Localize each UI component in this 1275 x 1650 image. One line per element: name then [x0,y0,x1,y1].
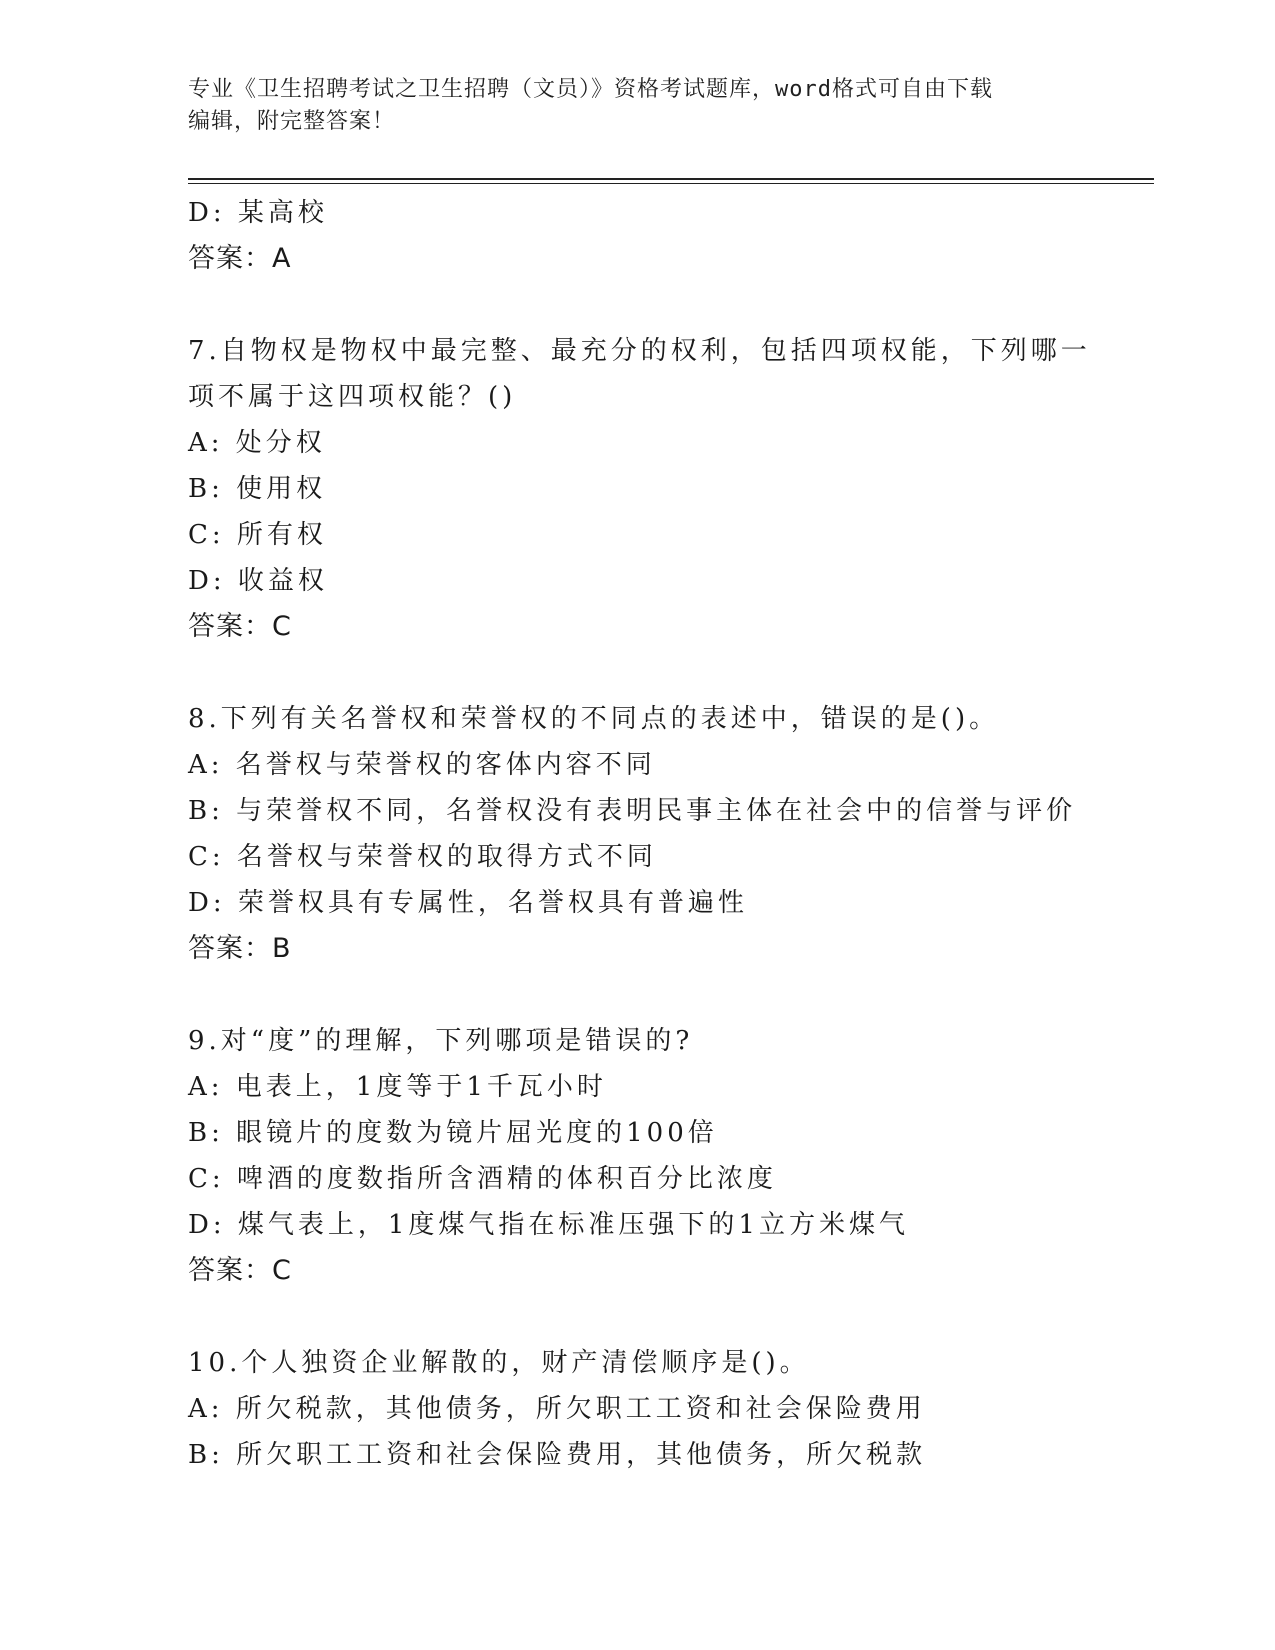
question-8-option-d: D: 荣誉权具有专属性，名誉权具有普遍性 [188,888,748,918]
question-7-option-d: D: 收益权 [188,566,328,596]
question-10-option-a: A: 所欠税款，其他债务，所欠职工工资和社会保险费用 [188,1394,926,1424]
question-8-option-b: B: 与荣誉权不同，名誉权没有表明民事主体在社会中的信誉与评价 [188,796,1077,826]
question-10 [188,1340,1148,1478]
question-10-option-b: B: 所欠职工工资和社会保险费用，其他债务，所欠税款 [188,1440,927,1470]
question-8-option-c: C: 名誉权与荣誉权的取得方式不同 [188,842,657,872]
header-line-2: 编辑，附完整答案！ [188,109,396,134]
header-line-1: 专业《卫生招聘考试之卫生招聘（文员）》资格考试题库，word格式可自由下载 [188,77,993,102]
question-7 [188,328,1148,650]
question-8-answer: 答案：B [188,933,292,964]
header-divider-thick [188,178,1154,180]
question-9-option-a: A: 电表上，1度等于1千瓦小时 [188,1072,607,1102]
spacer [188,972,1148,1018]
question-7-answer: 答案：C [188,611,292,642]
question-7-option-a: A: 处分权 [188,428,326,458]
question-7-option-c: C: 所有权 [188,520,327,550]
question-9-option-d: D: 煤气表上，1度煤气指在标准压强下的1立方米煤气 [188,1210,909,1240]
question-8 [188,696,1148,972]
question-7-option-b: B: 使用权 [188,474,327,504]
prev-option-d: D: 某高校 [188,198,328,228]
spacer [188,1294,1148,1340]
question-8-option-a: A: 名誉权与荣誉权的客体内容不同 [188,750,656,780]
question-content [188,190,1148,1478]
spacer [188,650,1148,696]
question-7-title-line-1: 7.自物权是物权中最完整、最充分的权利，包括四项权能，下列哪一 [188,336,1091,366]
header-divider-thin [188,183,1154,184]
spacer [188,282,1148,328]
question-9 [188,1018,1148,1294]
question-9-option-c: C: 啤酒的度数指所含酒精的体积百分比浓度 [188,1164,777,1194]
question-7-title-line-2: 项不属于这四项权能？() [188,382,517,412]
document-header [188,74,1088,138]
prev-answer: 答案：A [188,243,292,274]
question-9-option-b: B: 眼镜片的度数为镜片屈光度的100倍 [188,1118,718,1148]
question-8-title: 8.下列有关名誉权和荣誉权的不同点的表述中，错误的是()。 [188,704,1000,734]
question-9-title: 9.对“度”的理解，下列哪项是错误的? [188,1026,694,1056]
question-9-answer: 答案：C [188,1255,292,1286]
question-10-title: 10.个人独资企业解散的，财产清偿顺序是()。 [188,1348,810,1378]
